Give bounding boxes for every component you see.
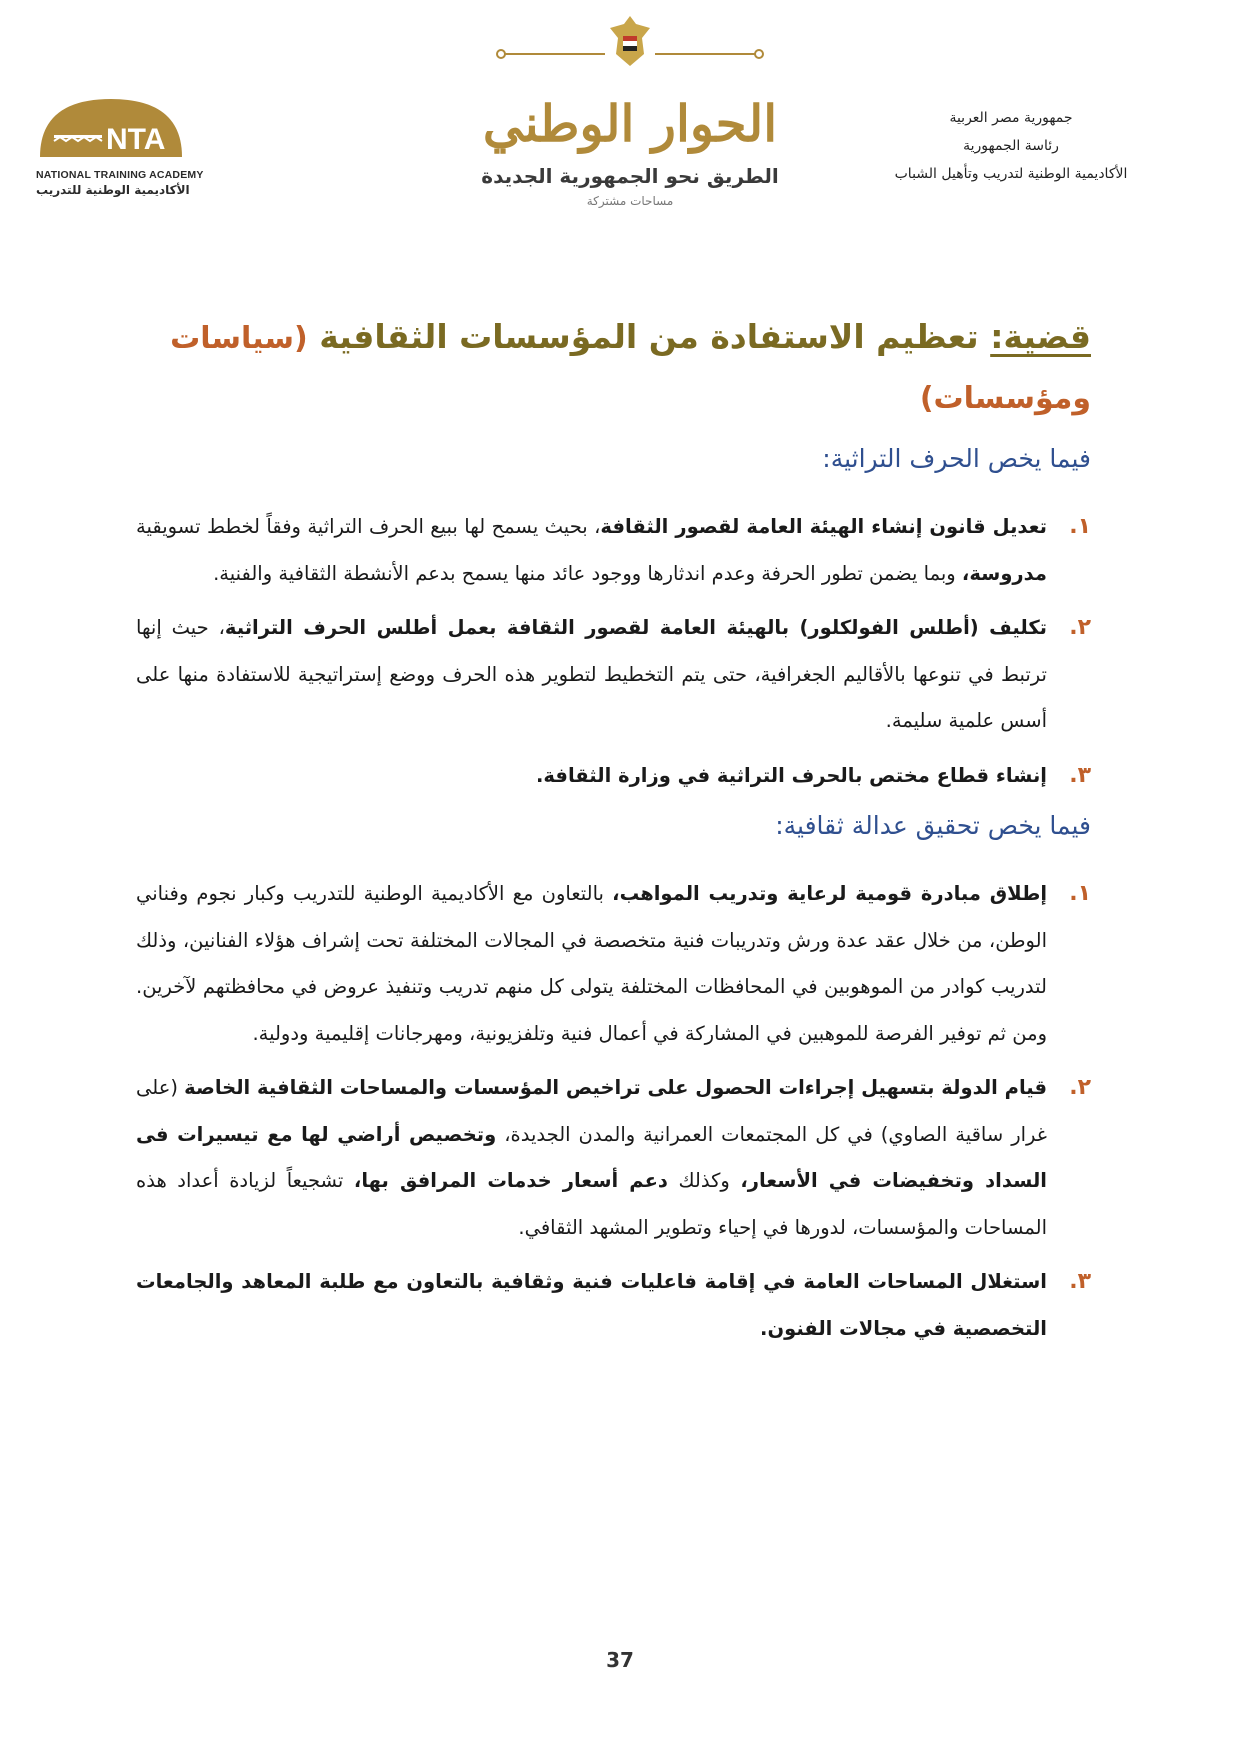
- nta-arch-icon: [36, 95, 186, 161]
- item-bold-text: دعم أسعار خدمات المرافق بها،: [353, 1169, 668, 1192]
- list-item: [136, 871, 1091, 1057]
- item-bold-text: إطلاق مبادرة قومية لرعاية وتدريب المواهب،: [612, 882, 1048, 905]
- document-body: [136, 308, 1091, 1360]
- list-item: [136, 605, 1091, 745]
- item-text: ، حيث إنها ترتبط في تنوعها بالأقاليم الجغرافية، حتى يتم التخطيط لتطوير هذه الحرف ووضع إستراتيجية للاستفادة منها على أسس علمية سليمة.: [136, 616, 1047, 732]
- nta-english-name: NATIONAL TRAINING ACADEMY: [36, 169, 204, 181]
- list-item-number: ٢.: [1069, 615, 1091, 640]
- header-institution-block: [851, 104, 1171, 188]
- item-bold-text: قيام الدولة بتسهيل إجراءات الحصول على تراخيص المؤسسات والمساحات الثقافية الخاصة: [184, 1076, 1047, 1099]
- header-line-country: جمهورية مصر العربية: [949, 110, 1073, 126]
- nta-arabic-name: الأكاديمية الوطنية للتدريب: [36, 183, 190, 197]
- item-bold-text: استغلال المساحات العامة في إقامة فاعليات فنية وثقافية بالتعاون مع طلبة المعاهد والجامعات التخصصية في مجالات الفنون.: [136, 1270, 1047, 1340]
- list-item-number: ٢.: [1069, 1075, 1091, 1100]
- item-text: وكذلك: [667, 1169, 741, 1192]
- logo-subtitle: الطريق نحو الجمهورية الجديدة: [481, 164, 779, 188]
- item-text: بالتعاون مع الأكاديمية الوطنية للتدريب وكبار نجوم وفناني الوطن، من خلال عقد عدة ورش وتدريبات فنية متخصصة في المجالات المختلفة تحت إشراف هؤلاء الفنانين، وذلك لتدريب كوادر من الموهوبين في المحافظات المختلفة يتولى كل منهم تدريب وتنفيذ عروض في محافظتهم لآخرين. ومن ثم توفير الفرصة للموهبين في المشاركة في أعمال فنية وتلفزيونية، ومهرجانات إقليمية ودولية.: [136, 882, 1047, 1045]
- item-bold-text: وتخصيص أراضي لها مع تيسيرات فى السداد وتخفيضات في الأسعار،: [136, 1122, 1047, 1192]
- header-line-academy: الأكاديمية الوطنية لتدريب وتأهيل الشباب: [894, 166, 1128, 182]
- header-line-presidency: رئاسة الجمهورية: [963, 138, 1059, 154]
- page-number: 37: [606, 1648, 634, 1672]
- nta-logo-text: NTA: [106, 123, 166, 156]
- ornament-rule-icon: [495, 42, 765, 66]
- nta-logo: [36, 95, 211, 197]
- cultural-justice-list: [136, 871, 1091, 1352]
- title-keyword: قضية:: [990, 317, 1091, 356]
- document-title: [136, 308, 1091, 428]
- item-bold-text: إنشاء قطاع مختص بالحرف التراثية في وزارة الثقافة.: [535, 763, 1047, 787]
- title-parenthetical: (سياسات ومؤسسات): [170, 321, 1091, 416]
- logo-tagline: مساحات مشتركة: [586, 194, 674, 208]
- section-heading-heritage-crafts: فيما يخص الحرف التراثية:: [822, 444, 1091, 473]
- item-text: وبما يضمن تطور الحرفة وعدم اندثارها ووجود عائد منها يسمح بدعم الأنشطة الثقافية والفنية.: [213, 561, 962, 585]
- item-text: تشجيعاً لزيادة أعداد هذه المساحات والمؤسسات، لدورها في إحياء وتطوير المشهد الثقافي.: [136, 1169, 1047, 1239]
- title-main: تعظيم الاستفادة من المؤسسات الثقافية: [307, 317, 991, 356]
- list-item-number: ١.: [1069, 881, 1091, 906]
- item-bold-text: تكليف (أطلس الفولكلور) بالهيئة العامة لقصور الثقافة بعمل أطلس الحرف التراثية: [224, 616, 1047, 639]
- item-bold-text: تعديل قانون إنشاء الهيئة العامة لقصور الثقافة: [600, 515, 1047, 538]
- list-item-number: ١.: [1069, 514, 1091, 539]
- list-item: [136, 504, 1091, 597]
- logo-title: الحوار الوطني: [482, 94, 778, 153]
- list-item-number: ٣.: [1069, 1269, 1091, 1294]
- list-item: [136, 1259, 1091, 1352]
- section-heading-cultural-justice: فيما يخص تحقيق عدالة ثقافية:: [775, 811, 1091, 840]
- list-item-number: ٣.: [1069, 762, 1091, 788]
- item-text: ، بحيث يسمح لها ببيع الحرف التراثية وفقاً لخطط تسويقية: [136, 515, 601, 538]
- list-item: [136, 1065, 1091, 1251]
- item-text: (على غرار ساقية الصاوي) في كل المجتمعات العمرانية والمدن الجديدة،: [136, 1076, 1047, 1146]
- list-item: [136, 753, 1091, 800]
- item-bold-text: مدروسة،: [961, 561, 1047, 585]
- national-dialogue-logo: [480, 14, 780, 208]
- heritage-crafts-list: [136, 504, 1091, 799]
